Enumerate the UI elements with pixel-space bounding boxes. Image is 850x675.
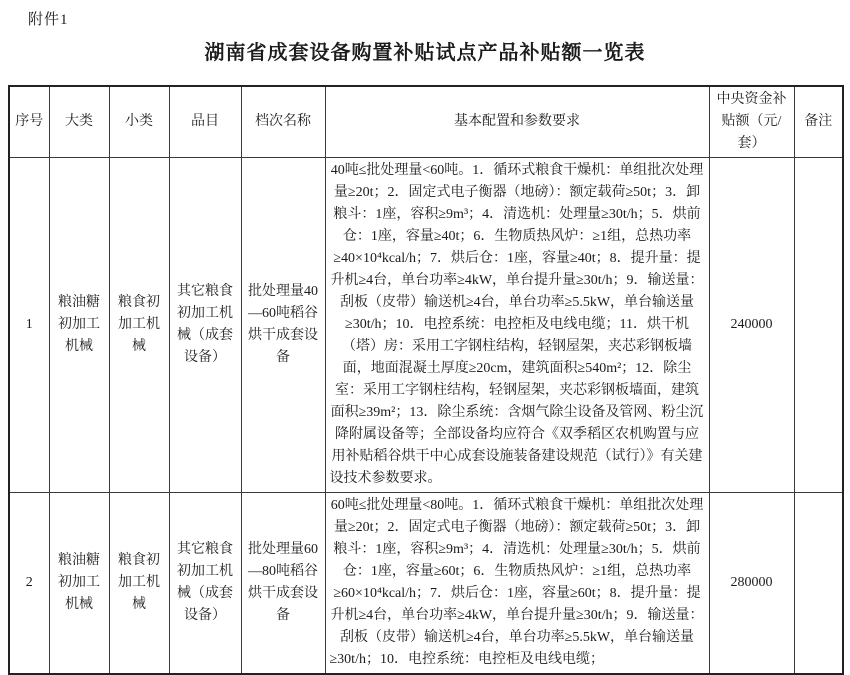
cell-grade-name: 批处理量40—60吨稻谷烘干成套设备 [241,158,325,493]
col-header-item: 品目 [169,86,241,158]
cell-subsidy-amount: 240000 [709,158,794,493]
col-header-subsidy: 中央资金补贴额（元/套） [709,86,794,158]
table-row [9,158,843,493]
cell-no: 1 [9,158,49,493]
attachment-label: 附件1 [28,12,69,28]
header-row [9,86,843,158]
cell-config-requirements: 60吨≤批处理量<80吨。1．循环式粮食干燥机：单组批次处理量≥20t；2．固定式电子衡器（地磅）：额定载荷≥50t；3．卸粮斗：1座，容积≥9m³；4．清选机：处理量≥30t/h；5．烘前仓：1座，容量≥60t；6．生物质热风炉：≥1组，总热功率≥60×10⁴kcal/h；7．烘后仓：1座，容量≥60t；8．提升量：提升机≥4台，单台功率≥4kW，单台提升量≥30t/h；9．输送量：刮板（皮带）输送机≥4台，单台功率≥5.5kW，单台输送量≥30t/h；10．电控系统：电控柜及电线电缆； [325,493,709,675]
col-header-config: 基本配置和参数要求 [325,86,709,158]
cell-remark [794,493,843,675]
table-row [9,493,843,675]
page-title: 湖南省成套设备购置补贴试点产品补贴额一览表 [204,42,646,64]
cell-config-requirements: 40吨≤批处理量<60吨。1．循环式粮食干燥机：单组批次处理量≥20t；2．固定式电子衡器（地磅）：额定载荷≥50t；3．卸粮斗：1座，容积≥9m³；4．清选机：处理量≥30t/h；5．烘前仓：1座，容量≥40t；6．生物质热风炉：≥1组，总热功率≥40×10⁴kcal/h；7．烘后仓：1座，容量≥40t；8．提升量：提升机≥4台，单台功率≥4kW，单台提升量≥30t/h；9．输送量：刮板（皮带）输送机≥4台，单台功率≥5.5kW，单台输送量≥30t/h；10．电控系统：电控柜及电线电缆；11．烘干机（塔）房：采用工字钢柱结构，轻钢屋架，夹芯彩钢板墙面，地面混凝土厚度≥20cm，建筑面积≥540m²；12．除尘室：采用工字钢柱结构，轻钢屋架，夹芯彩钢板墙面，建筑面积≥39m²；13．除尘系统：含烟气除尘设备及管网、粉尘沉降附属设备等；全部设备均应符合《双季稻区农机购置与应用补贴稻谷烘干中心成套设施装备建设规范（试行）》有关建设技术参数要求。 [325,158,709,493]
col-header-minor: 小类 [109,86,169,158]
cell-grade-name: 批处理量60—80吨稻谷烘干成套设备 [241,493,325,675]
cell-item: 其它粮食初加工机械（成套设备） [169,158,241,493]
subsidy-table [8,85,844,675]
cell-minor-category: 粮食初加工机械 [109,493,169,675]
cell-major-category: 粮油糖初加工机械 [49,158,109,493]
cell-minor-category: 粮食初加工机械 [109,158,169,493]
cell-no: 2 [9,493,49,675]
col-header-grade: 档次名称 [241,86,325,158]
cell-item: 其它粮食初加工机械（成套设备） [169,493,241,675]
col-header-major: 大类 [49,86,109,158]
cell-remark [794,158,843,493]
cell-subsidy-amount: 280000 [709,493,794,675]
col-header-remark: 备注 [794,86,843,158]
col-header-no: 序号 [9,86,49,158]
cell-major-category: 粮油糖初加工机械 [49,493,109,675]
